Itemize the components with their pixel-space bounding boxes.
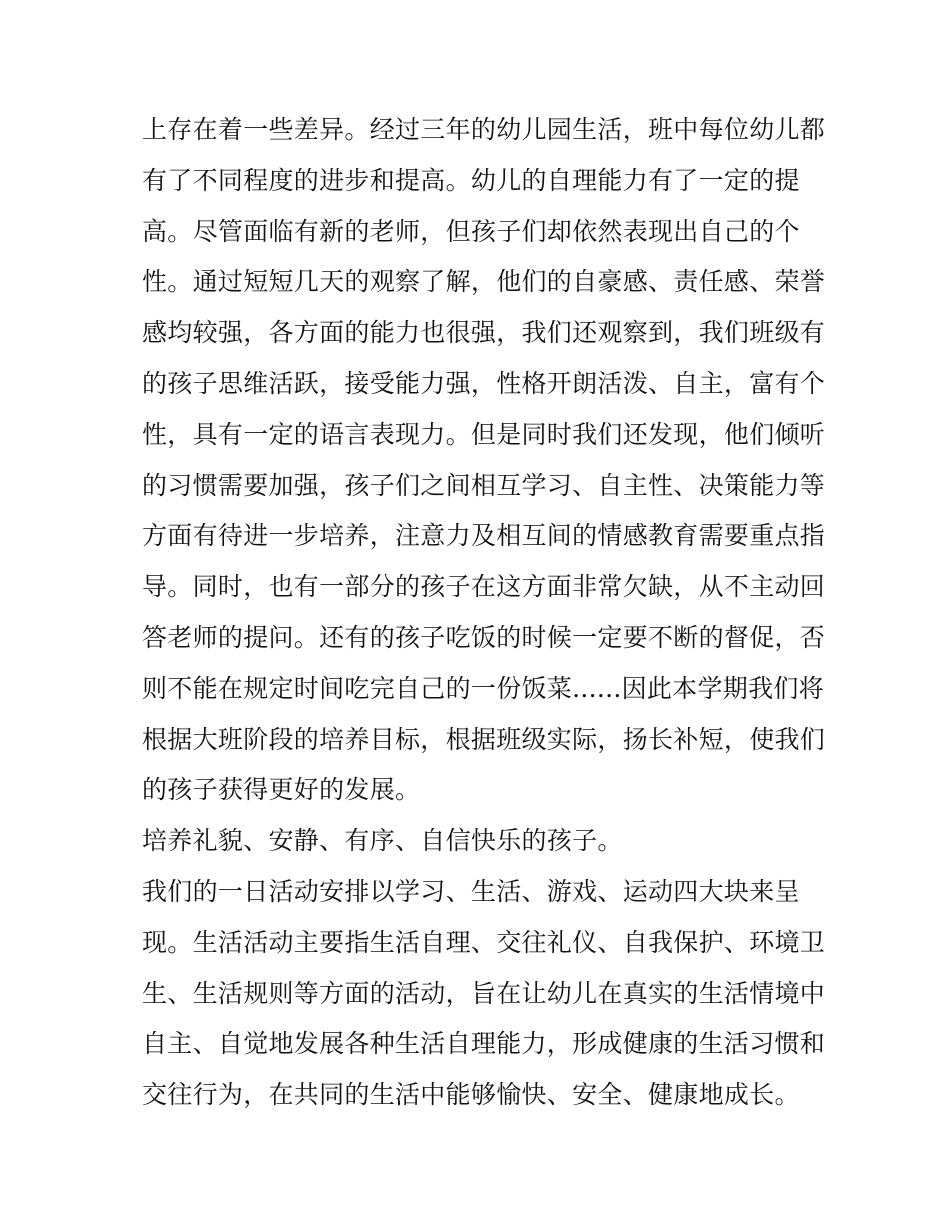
text-line: 导。同时，也有一部分的孩子在这方面非常欠缺，从不主动回 [142, 572, 826, 602]
text-line: 则不能在规定时间吃完自己的一份饭菜......因此本学期我们将 [142, 673, 824, 703]
text-line: 性，具有一定的语言表现力。但是同时我们还发现，他们倾听 [142, 419, 826, 449]
text-line: 答老师的提问。还有的孩子吃饭的时候一定要不断的督促，否 [142, 622, 826, 652]
text-line: 上存在着一些差异。经过三年的幼儿园生活，班中每位幼儿都 [142, 115, 826, 144]
text-line: 高。尽管面临有新的老师，但孩子们却依然表现出自己的个 [142, 216, 800, 246]
text-line: 现。生活活动主要指生活自理、交往礼仪、自我保护、环境卫 [142, 927, 826, 957]
text-line: 有了不同程度的进步和提高。幼儿的自理能力有了一定的提 [142, 165, 800, 195]
body-text [142, 105, 826, 1121]
text-line: 的习惯需要加强，孩子们之间相互学习、自主性、决策能力等 [142, 470, 826, 500]
text-line: 感均较强，各方面的能力也很强，我们还观察到，我们班级有 [142, 318, 826, 348]
text-line: 生、生活规则等方面的活动，旨在让幼儿在真实的生活情境中 [142, 978, 826, 1008]
text-line: 培养礼貌、安静、有序、自信快乐的孩子。 [142, 826, 623, 856]
text-line: 自主、自觉地发展各种生活自理能力，形成健康的生活习惯和 [142, 1029, 826, 1059]
text-line: 性。通过短短几天的观察了解，他们的自豪感、责任感、荣誉 [142, 267, 826, 297]
text-line: 我们的一日活动安排以学习、生活、游戏、运动四大块来呈 [142, 876, 800, 906]
text-line: 的孩子获得更好的发展。 [142, 775, 421, 805]
text-line: 交往行为，在共同的生活中能够愉快、安全、健康地成长。 [142, 1080, 800, 1110]
text-line: 的孩子思维活跃，接受能力强，性格开朗活泼、自主，富有个 [142, 368, 826, 398]
text-line: 方面有待进一步培养，注意力及相互间的情感教育需要重点指 [142, 521, 826, 551]
text-line: 根据大班阶段的培养目标，根据班级实际，扬长补短，使我们 [142, 724, 826, 754]
